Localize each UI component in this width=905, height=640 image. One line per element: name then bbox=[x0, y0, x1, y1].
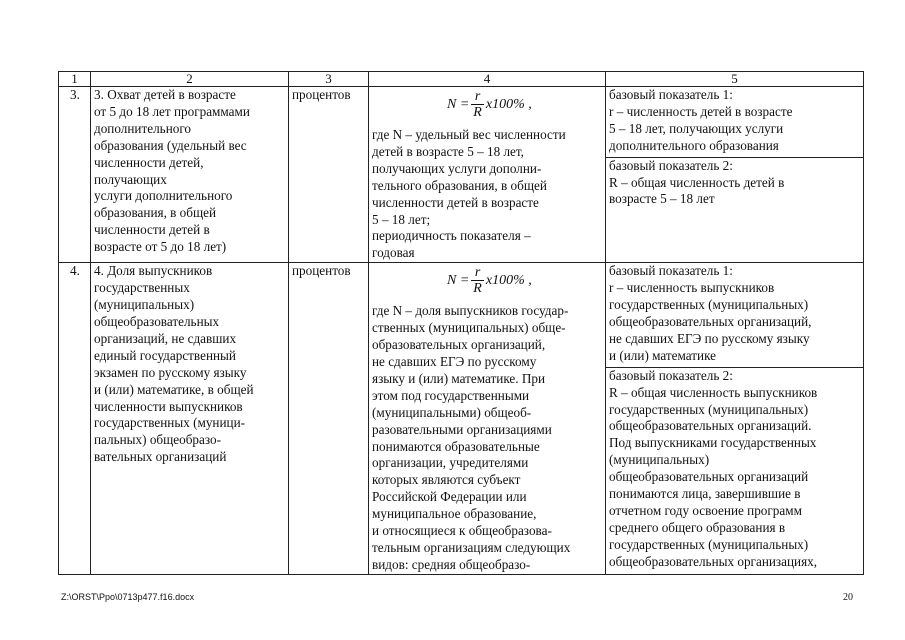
text-line: базовый показатель 1: bbox=[609, 87, 733, 102]
unit-cell: процентов bbox=[289, 263, 369, 575]
header-row bbox=[59, 72, 864, 87]
text-line: не сдавших ЕГЭ по русскому bbox=[372, 353, 537, 369]
unit-cell: процентов bbox=[289, 87, 369, 263]
text-line: (муниципальных) bbox=[94, 297, 195, 313]
text-line: r – численность детей в возрасте bbox=[609, 103, 793, 119]
table-row bbox=[59, 87, 864, 263]
text-line: численности детей, bbox=[94, 154, 204, 170]
text-line: возрасте 5 – 18 лет bbox=[609, 191, 715, 207]
text-line: базовый показатель 2: bbox=[609, 367, 733, 383]
text-line: получающих bbox=[94, 171, 167, 187]
formula bbox=[372, 87, 603, 127]
text-line: отчетном году освоение программ bbox=[609, 502, 802, 518]
row-number: 4. bbox=[59, 263, 91, 575]
text-line: единый государственный bbox=[94, 347, 236, 363]
text-line: базовый показатель 2: bbox=[609, 157, 733, 173]
row-number: 3. bbox=[59, 87, 91, 263]
text-line: среднего общего образования в bbox=[609, 519, 786, 535]
text-line: (муниципальных) bbox=[609, 452, 710, 468]
base-indicator-1 bbox=[606, 263, 863, 367]
text-line: и относящиеся к общеобразова- bbox=[372, 523, 552, 539]
base-indicator-2 bbox=[606, 368, 863, 571]
text-line: не сдавших ЕГЭ по русскому языку bbox=[609, 330, 810, 346]
formula-lhs: N = bbox=[447, 96, 470, 112]
header-cell: 2 bbox=[91, 72, 289, 87]
text-line: муниципальное образование, bbox=[372, 506, 537, 522]
header-cell: 4 bbox=[369, 72, 606, 87]
text-line: образования, в общей bbox=[94, 205, 217, 221]
text-line: вательных организаций bbox=[94, 449, 227, 465]
text-line: образования (удельный вес bbox=[94, 137, 247, 153]
text-line: от 5 до 18 лет программами bbox=[94, 103, 250, 119]
text-line: дополнительного bbox=[94, 120, 192, 136]
text-line: организаций, не сдавших bbox=[94, 330, 237, 346]
text-line: периодичность показателя – bbox=[372, 228, 531, 244]
text-line: R – общая численность выпускников bbox=[609, 384, 818, 400]
formula-numerator: r bbox=[471, 89, 484, 105]
text-line: годовая bbox=[372, 245, 415, 261]
indicator-table bbox=[58, 71, 864, 575]
text-line: пальных) общеобразо- bbox=[94, 432, 222, 448]
text-line: где N – доля выпускников государ- bbox=[372, 303, 569, 319]
text-line: 3. Охват детей в возрасте bbox=[94, 87, 236, 102]
text-line: организации, учредителями bbox=[372, 455, 529, 471]
header-cell: 1 bbox=[59, 72, 91, 87]
text-line: возрасте от 5 до 18 лет) bbox=[94, 239, 227, 255]
text-line: 5 – 18 лет; bbox=[372, 211, 431, 227]
indicator-name-cell bbox=[91, 263, 289, 575]
base-indicators-cell bbox=[606, 263, 864, 575]
method-cell bbox=[369, 87, 606, 263]
text-line: Российской Федерации или bbox=[372, 489, 527, 505]
text-line: r – численность выпускников bbox=[609, 280, 775, 296]
formula-lhs: N = bbox=[447, 272, 470, 288]
header-cell: 5 bbox=[606, 72, 864, 87]
text-line: ственных (муниципальных) обще- bbox=[372, 320, 566, 336]
text-line: которых являются субъект bbox=[372, 472, 521, 488]
footer-file-path: Z:\ORST\Ppo\0713p477.f16.docx bbox=[61, 592, 195, 602]
base-indicators-cell bbox=[606, 87, 864, 263]
formula-rhs: x100% , bbox=[485, 272, 532, 288]
text-line: Под выпускниками государственных bbox=[609, 435, 817, 451]
text-line: базовый показатель 1: bbox=[609, 263, 733, 279]
text-line: понимаются лица, завершившие в bbox=[609, 486, 801, 502]
text-line: численности выпускников bbox=[94, 398, 243, 414]
text-line: R – общая численность детей в bbox=[609, 174, 785, 190]
text-line: услуги дополнительного bbox=[94, 188, 233, 204]
text-line: государственных (муниципальных) bbox=[609, 297, 809, 313]
text-line: экзамен по русскому языку bbox=[94, 364, 247, 380]
text-line: численности детей в возрасте bbox=[372, 194, 539, 210]
table-row bbox=[59, 263, 864, 575]
text-line: общеобразовательных организаций, bbox=[609, 313, 812, 329]
text-line: государственных (муниципальных) bbox=[609, 536, 809, 552]
text-line: 5 – 18 лет, получающих услуги bbox=[609, 120, 784, 136]
text-line: этом под государственными bbox=[372, 387, 530, 403]
text-line: государственных (муниципальных) bbox=[609, 401, 809, 417]
text-line: и (или) математике bbox=[609, 347, 717, 363]
text-line: тельного образования, в общей bbox=[372, 177, 547, 193]
text-line: образовательных организаций, bbox=[372, 337, 546, 353]
text-line: где N – удельный вес численности bbox=[372, 127, 566, 142]
base-indicator-1 bbox=[606, 87, 863, 158]
text-line: языку и (или) математике. При bbox=[372, 370, 546, 386]
text-line: и (или) математике, в общей bbox=[94, 381, 254, 397]
header-cell: 3 bbox=[289, 72, 369, 87]
text-line: 4. Доля выпускников bbox=[94, 263, 213, 279]
text-line: общеобразовательных организаций bbox=[609, 469, 809, 485]
text-line: тельным организациям следующих bbox=[372, 539, 571, 555]
text-line: дополнительного образования bbox=[609, 137, 779, 153]
text-line: государственных (муници- bbox=[94, 415, 246, 431]
text-line: общеобразовательных организациях, bbox=[609, 553, 818, 569]
indicator-name-cell bbox=[91, 87, 289, 263]
text-line: государственных bbox=[94, 280, 190, 296]
text-line: детей в возрасте 5 – 18 лет, bbox=[372, 143, 524, 159]
text-line: разовательными организациями bbox=[372, 421, 552, 437]
formula-rhs: x100% , bbox=[485, 96, 532, 112]
text-line: общеобразовательных bbox=[94, 313, 220, 329]
formula bbox=[372, 263, 603, 303]
text-line: общеобразовательных организаций. bbox=[609, 418, 812, 434]
formula-numerator: r bbox=[471, 265, 484, 281]
text-line: видов: средняя общеобразо- bbox=[372, 556, 531, 572]
base-indicator-2 bbox=[606, 158, 863, 209]
formula-denominator: R bbox=[473, 281, 482, 297]
formula-denominator: R bbox=[473, 105, 482, 120]
text-line: численности детей в bbox=[94, 222, 210, 238]
page-number: 20 bbox=[843, 592, 853, 603]
text-line: получающих услуги дополни- bbox=[372, 160, 542, 176]
text-line: (муниципальными) общеоб- bbox=[372, 404, 532, 420]
method-cell bbox=[369, 263, 606, 575]
text-line: понимаются образовательные bbox=[372, 438, 540, 454]
